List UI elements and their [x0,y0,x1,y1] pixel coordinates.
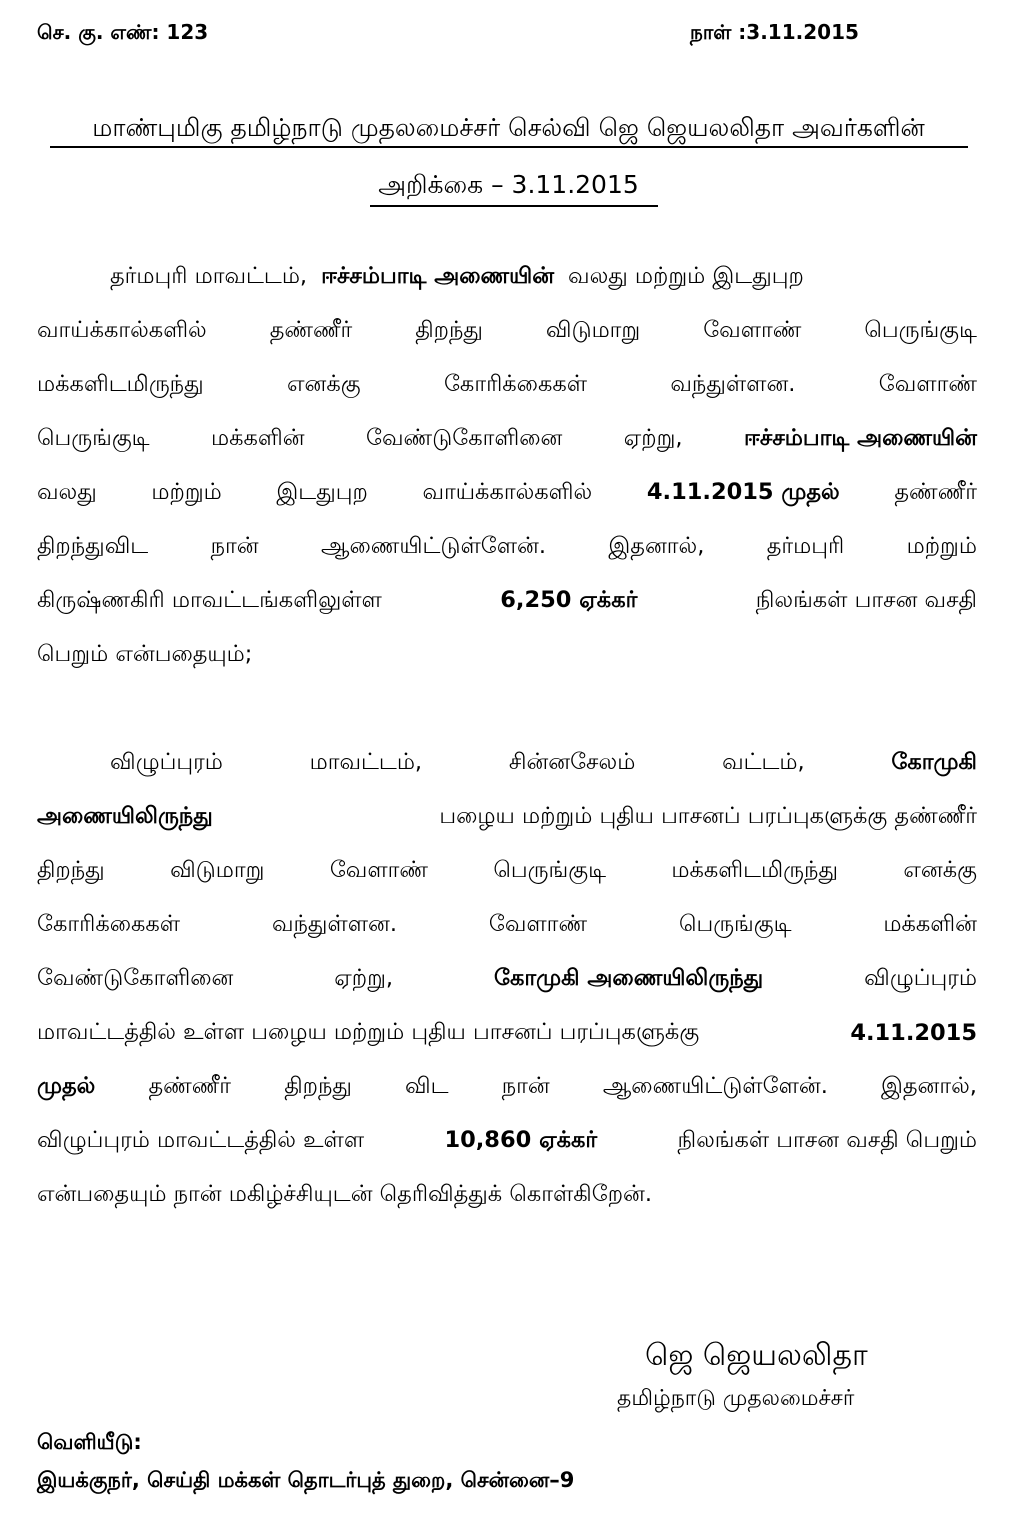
text-segment: சின்னசேலம் [508,748,636,775]
text-segment: இதனால், [881,1072,977,1099]
text-segment: பெருங்குடி [37,424,150,451]
text-segment: வேளாண் [703,316,802,343]
text-segment-bold: 4.11.2015 முதல் [646,478,840,505]
text-segment-bold: ஈச்சம்பாடி அணையின் [744,424,977,451]
text-segment: வேளாண் [488,910,588,937]
text-segment: திறந்து [284,1072,352,1099]
paragraph-line [37,574,977,628]
text-segment: மற்றும் [906,532,977,559]
paragraph-line [37,412,977,466]
text-segment: இதனால், [608,532,705,559]
document-title: மாண்புமிகு தமிழ்நாடு முதலமைச்சர் செல்வி ஜெ ஜெயலலிதா அவர்களின் [92,113,925,142]
signatory-name: ஜெ ஜெயலலிதா [645,1338,868,1373]
text-segment: என்பதையும் நான் மகிழ்ச்சியுடன் தெரிவித்துக் கொள்கிறேன். [37,1180,653,1207]
paragraph-2 [37,736,977,1222]
text-segment: ஆணையிட்டுள்ளேன். [602,1072,828,1099]
text-segment: தர்மபுரி மாவட்டம், [110,262,308,289]
paragraph-line [37,1168,977,1222]
text-segment: மக்களின் [883,910,977,937]
text-segment: வாய்க்கால்களில் [37,316,207,343]
text-segment: திறந்து [37,856,105,883]
text-segment-bold: முதல் [37,1072,96,1099]
text-segment: ஏற்று, [623,424,683,451]
paragraph-line [37,304,977,358]
text-segment: வந்துள்ளன. [271,910,398,937]
text-segment: தண்ணீர் [269,316,353,343]
text-segment: வட்டம், [722,748,805,775]
text-segment: விழுப்புரம் [864,964,977,991]
paragraph-1 [37,250,977,682]
text-segment-bold: கோமுகி [891,748,977,775]
subtitle-underline [370,205,658,207]
text-segment: எனக்கு [903,856,977,883]
text-segment: வேண்டுகோளினை [37,964,234,991]
text-segment: பழைய மற்றும் புதிய பாசனப் பரப்புகளுக்கு தண்ணீர் [439,802,977,829]
text-segment: நான் [501,1072,550,1099]
text-segment: இடதுபுற [276,478,368,505]
paragraph-line [37,844,977,898]
text-segment: மக்களிடமிருந்து [37,370,204,397]
text-segment: நான் [210,532,259,559]
paragraph-line [37,736,977,790]
text-segment: விடுமாறு [545,316,641,343]
text-segment-bold: 6,250 ஏக்கர் [500,586,638,613]
text-segment: தண்ணீர் [148,1072,232,1099]
text-segment: மக்களின் [211,424,305,451]
text-segment: திறந்து [415,316,483,343]
paragraph-line [37,1114,977,1168]
text-segment: மற்றும் [151,478,222,505]
text-segment: வேளாண் [329,856,429,883]
release-date: நாள் :3.11.2015 [690,20,859,44]
text-segment: தண்ணீர் [894,478,977,505]
text-segment: மக்களிடமிருந்து [671,856,838,883]
title-underline [50,146,968,148]
text-segment: பெருங்குடி [678,910,792,937]
text-segment-bold: ஈச்சம்பாடி அணையின் [321,262,555,289]
paragraph-line [37,898,977,952]
paragraph-line [37,1006,977,1060]
text-segment: விழுப்புரம் [110,748,223,775]
text-segment-bold: அணையிலிருந்து [37,802,213,829]
text-segment: தர்மபுரி [766,532,845,559]
text-segment: வேண்டுகோளினை [366,424,563,451]
paragraph-line [37,1060,977,1114]
text-segment-bold: 10,860 ஏக்கர் [444,1126,598,1153]
text-segment-bold: கோமுகி அணையிலிருந்து [494,964,764,991]
paragraph-line [37,520,977,574]
text-segment: பெறும் என்பதையும்; [37,640,253,667]
text-segment: கிருஷ்ணகிரி மாவட்டங்களிலுள்ள [37,586,382,613]
text-segment-bold: 4.11.2015 [850,1020,977,1046]
text-segment: நிலங்கள் பாசன வசதி [755,586,977,613]
reference-number: செ. கு. எண்: 123 [37,20,209,44]
text-segment: ஏற்று, [334,964,394,991]
text-segment: கோரிக்கைகள் [443,370,588,397]
document-subtitle: அறிக்கை – 3.11.2015 [378,170,639,199]
text-segment: வலது [37,478,97,505]
text-segment: கோரிக்கைகள் [37,910,181,937]
text-segment: வலது மற்றும் இடதுபுற [568,262,804,289]
text-segment: நிலங்கள் பாசன வசதி பெறும் [677,1126,977,1153]
paragraph-line [37,466,977,520]
text-segment: திறந்துவிட [37,532,149,559]
paragraph-line [37,628,977,682]
text-segment: வந்துள்ளன. [670,370,796,397]
text-segment: விட [405,1072,449,1099]
paragraph-line [37,250,977,304]
text-segment: பெருங்குடி [864,316,977,343]
text-segment: விழுப்புரம் மாவட்டத்தில் உள்ள [37,1126,365,1153]
release-label: வெளியீடு: [37,1430,142,1454]
paragraph-line [37,358,977,412]
text-segment: எனக்கு [286,370,361,397]
text-segment: மாவட்டத்தில் உள்ள பழைய மற்றும் புதிய பாசனப் பரப்புகளுக்கு [37,1018,700,1045]
signatory-title: தமிழ்நாடு முதலமைச்சர் [617,1386,855,1411]
text-segment: பெருங்குடி [493,856,606,883]
release-issuer: இயக்குநர், செய்தி மக்கள் தொடர்புத் துறை, சென்னை–9 [37,1468,575,1492]
text-segment: வேளாண் [878,370,977,397]
text-segment: விடுமாறு [170,856,265,883]
paragraph-line [37,790,977,844]
text-segment: வாய்க்கால்களில் [422,478,593,505]
text-segment: ஆணையிட்டுள்ளேன். [321,532,547,559]
text-segment: மாவட்டம், [309,748,423,775]
paragraph-line [37,952,977,1006]
